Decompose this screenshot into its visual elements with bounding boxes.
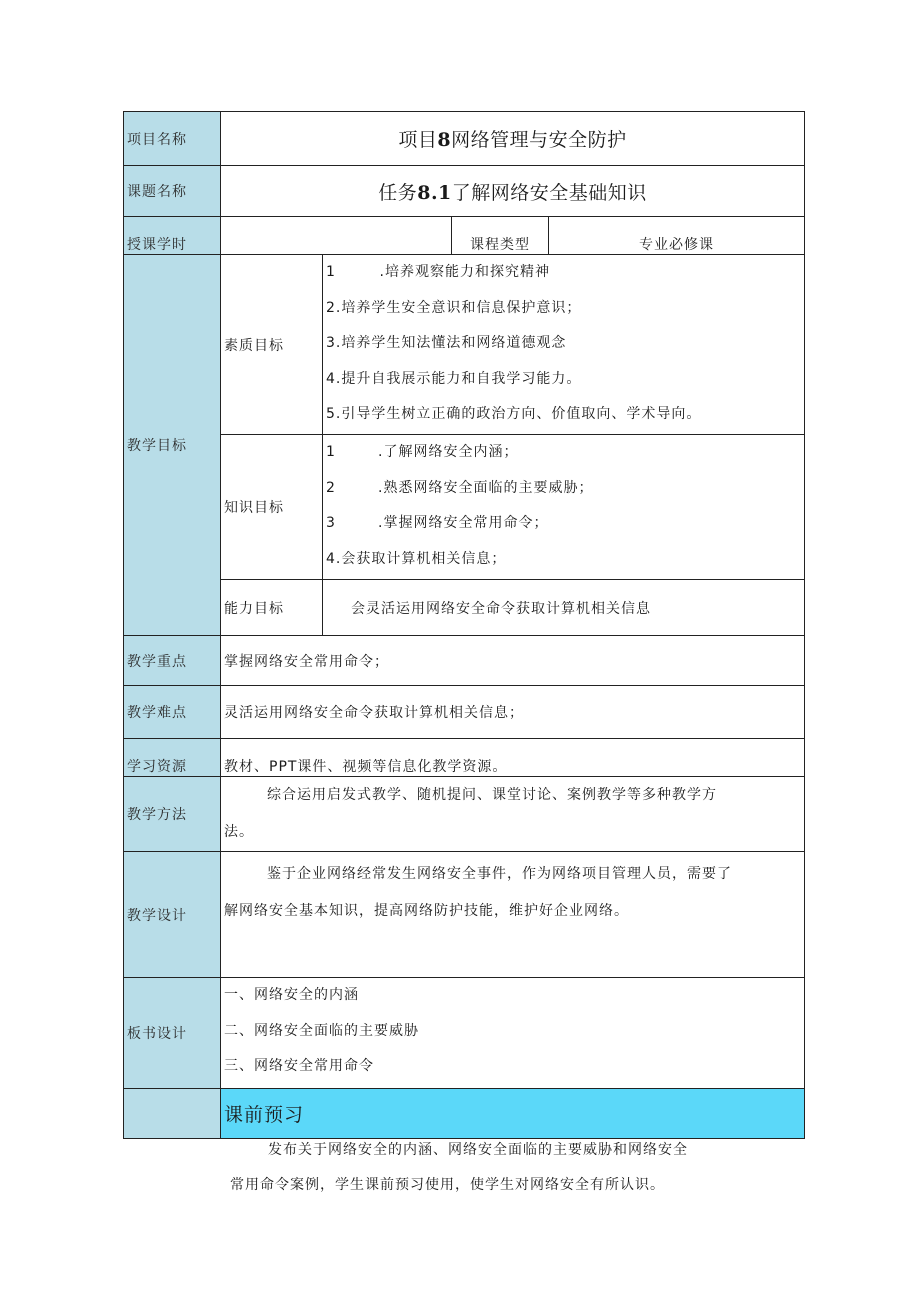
list-item: 2 .熟悉网络安全面临的主要威胁； <box>326 479 594 496</box>
design-text: 鉴于企业网络经常发生网络安全事件，作为网络项目管理人员，需要了 解网络安全基本知识，提高网络防护技能，维护好企业网络。 <box>221 852 805 978</box>
preview-label-cell <box>124 1089 221 1139</box>
list-item: 二、网络安全面临的主要威胁 <box>224 1022 419 1039</box>
preview-text-line1: 发布关于网络安全的内涵、网络安全面临的主要威胁和网络安全 <box>268 1142 688 1158</box>
lesson-plan-table <box>123 111 805 1139</box>
hours-row <box>124 217 805 255</box>
list-item: 1 .培养观察能力和探究精神 <box>326 264 550 280</box>
knowledge-objectives-row <box>124 435 805 580</box>
course-type-label: 课程类型 <box>452 217 549 255</box>
ability-label: 能力目标 <box>221 580 323 636</box>
board-list <box>221 978 805 1089</box>
design-label: 教学设计 <box>124 852 221 978</box>
resources-label: 学习资源 <box>124 739 221 777</box>
list-item: 4.提升自我展示能力和自我学习能力。 <box>326 370 582 387</box>
method-text: 综合运用启发式教学、随机提问、课堂讨论、案例教学等多种教学方 法。 <box>221 777 805 852</box>
quality-label: 素质目标 <box>221 255 323 435</box>
list-item: 3.培养学生知法懂法和网络道德观念 <box>326 335 567 351</box>
preview-row <box>124 1089 805 1139</box>
course-type-value: 专业必修课 <box>549 217 805 255</box>
difficulty-text: 灵活运用网络安全命令获取计算机相关信息； <box>221 686 805 739</box>
ability-text: 会灵活运用网络安全命令获取计算机相关信息 <box>323 580 805 636</box>
hours-label: 授课学时 <box>124 217 221 255</box>
project-row <box>124 112 805 166</box>
list-item: 2.培养学生安全意识和信息保护意识； <box>326 299 582 316</box>
resources-text: 教材、PPT课件、视频等信息化教学资源。 <box>221 739 805 777</box>
method-row <box>124 777 805 852</box>
topic-name: 任务8.1了解网络安全基础知识 <box>221 166 805 217</box>
list-item: 4.会获取计算机相关信息； <box>326 550 507 567</box>
method-label: 教学方法 <box>124 777 221 852</box>
list-item: 3 .掌握网络安全常用命令； <box>326 515 549 531</box>
board-label: 板书设计 <box>124 978 221 1089</box>
preview-heading: 课前预习 <box>221 1089 805 1139</box>
quality-list <box>323 255 805 435</box>
list-item: 5.引导学生树立正确的政治方向、价值取向、学术导向。 <box>326 406 702 422</box>
key-point-text: 掌握网络安全常用命令； <box>221 636 805 686</box>
key-point-row <box>124 636 805 686</box>
hours-value <box>221 217 452 255</box>
design-row <box>124 852 805 978</box>
topic-row <box>124 166 805 217</box>
knowledge-list <box>323 435 805 580</box>
quality-objectives-row <box>124 255 805 435</box>
project-name: 项目8网络管理与安全防护 <box>221 112 805 166</box>
resources-row <box>124 739 805 777</box>
difficulty-row <box>124 686 805 739</box>
topic-label: 课题名称 <box>124 166 221 217</box>
difficulty-label: 教学难点 <box>124 686 221 739</box>
knowledge-label: 知识目标 <box>221 435 323 580</box>
project-label: 项目名称 <box>124 112 221 166</box>
objectives-label: 教学目标 <box>124 255 221 636</box>
board-row <box>124 978 805 1089</box>
list-item: 三、网络安全常用命令 <box>224 1058 374 1074</box>
list-item: 一、网络安全的内涵 <box>224 987 359 1003</box>
key-point-label: 教学重点 <box>124 636 221 686</box>
list-item: 1 .了解网络安全内涵； <box>326 444 519 460</box>
preview-text-line2: 常用命令案例，学生课前预习使用，使学生对网络安全有所认识。 <box>230 1177 665 1193</box>
ability-objectives-row <box>124 580 805 636</box>
